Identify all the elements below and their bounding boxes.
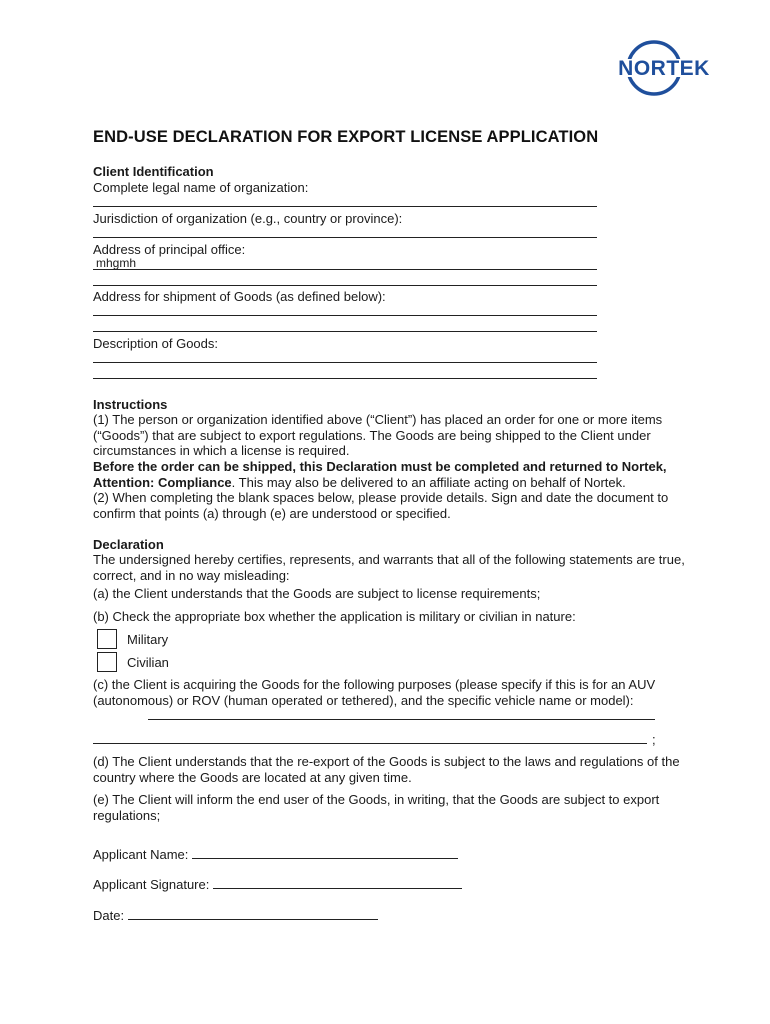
shipment-field-line-1[interactable] [93, 315, 597, 316]
instructions-paragraph-1: (1) The person or organization identified above (“Client”) has placed an order for one or more items (“Goods”) that are subject to export regulations. The Goods are being shipped to the Client under circumstances in which a license is required. [93, 412, 663, 458]
shipment-label: Address for shipment of Goods (as defined below): [93, 289, 386, 304]
address-field-line-2[interactable] [93, 285, 597, 286]
address-label: Address of principal office: [93, 242, 246, 257]
applicant-name-row [93, 847, 458, 863]
legal-name-label: Complete legal name of organization: [93, 180, 309, 195]
civilian-label: Civilian [127, 655, 169, 670]
military-label: Military [127, 632, 169, 647]
instructions-heading: Instructions [93, 397, 168, 412]
goods-label: Description of Goods: [93, 336, 219, 351]
address-value: mhgmh [96, 256, 137, 270]
page-title: END-USE DECLARATION FOR EXPORT LICENSE APPLICATION [93, 128, 599, 146]
shipment-field-line-2[interactable] [93, 331, 597, 332]
declaration-item-e: (e) The Client will inform the end user of the Goods, in writing, that the Goods are subject to export regulations; [93, 792, 660, 823]
military-checkbox[interactable] [97, 629, 117, 649]
purpose-field-end: ; [652, 732, 656, 747]
declaration-item-d: (d) The Client understands that the re-export of the Goods is subject to the laws and regulations of the country where the Goods are located at any given time. [93, 754, 680, 785]
declaration-item-c: (c) the Client is acquiring the Goods for the following purposes (please specify if this is for an AUV (autonomous) or ROV (human operated or tethered), and the specific vehicle name or model): [93, 677, 656, 708]
purpose-field-line-2[interactable] [93, 743, 647, 744]
logo-wordmark: NORTEK [618, 57, 710, 80]
applicant-signature-label: Applicant Signature: [93, 877, 210, 892]
applicant-signature-row [93, 877, 462, 893]
address-field-line-1[interactable] [93, 269, 597, 270]
applicant-signature-field[interactable] [213, 877, 462, 889]
legal-name-field[interactable] [93, 206, 597, 207]
declaration-intro: The undersigned hereby certifies, represents, and warrants that all of the following statements are true, correct, and in no way misleading: [93, 552, 685, 583]
applicant-name-label: Applicant Name: [93, 847, 189, 862]
date-row [93, 908, 378, 924]
instructions-compliance-bold: Before the order can be shipped, this Declaration must be completed and returned to Nortek, Attention: Compliance [93, 459, 667, 490]
purpose-field-line-1[interactable] [148, 719, 655, 720]
declaration-heading: Declaration [93, 537, 164, 552]
goods-field-line-1[interactable] [93, 362, 597, 363]
declaration-item-a: (a) the Client understands that the Goods are subject to license requirements; [93, 586, 541, 601]
instructions-paragraph-2: (2) When completing the blank spaces below, please provide details. Sign and date the document to confirm that points (a) through (e) are understood or specified. [93, 490, 669, 521]
date-field[interactable] [128, 908, 378, 920]
instructions-compliance-rest: . This may also be delivered to an affiliate acting on behalf of Nortek. [231, 474, 626, 490]
civilian-checkbox[interactable] [97, 652, 117, 672]
instructions-compliance [93, 459, 713, 490]
date-label: Date: [93, 908, 125, 923]
goods-field-line-2[interactable] [93, 378, 597, 379]
jurisdiction-field[interactable] [93, 237, 597, 238]
applicant-name-field[interactable] [192, 847, 458, 859]
client-heading: Client Identification [93, 164, 214, 179]
nortek-logo [600, 38, 728, 98]
declaration-item-b: (b) Check the appropriate box whether the application is military or civilian in nature: [93, 609, 576, 624]
jurisdiction-label: Jurisdiction of organization (e.g., country or province): [93, 211, 403, 226]
